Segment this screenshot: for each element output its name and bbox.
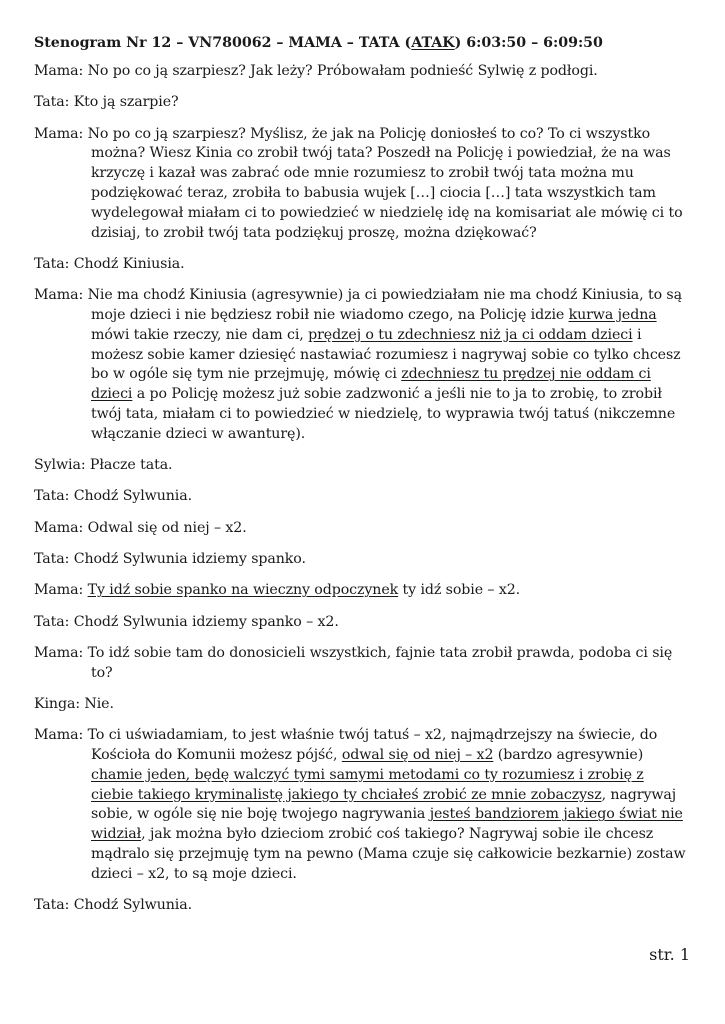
utterance-text: (bardzo agresywnie) xyxy=(493,747,644,764)
transcript-entry: Mama: No po co ją szarpiesz? Jak leży? Próbowałam podnieść Sylwię z podłogi. xyxy=(34,63,598,79)
speaker-name: Mama xyxy=(34,644,79,661)
speaker-name: Tata xyxy=(34,94,65,111)
speaker-name: Mama xyxy=(34,287,79,304)
transcript-entry: Tata: Chodź Sylwunia. xyxy=(34,488,192,505)
utterance-text: No po co ją szarpiesz? Jak leży? Próbowałam podnieść Sylwię z podłogi. xyxy=(87,63,598,79)
utterance-text: Płacze tata. xyxy=(89,457,173,474)
utterance-text: Nie ma chodź Kiniusia (agresywnie) ja ci powiedziałam nie ma chodź Kiniusia, to są moje dzieci i nie będziesz robił nie wiadomo czego, na Policję idzie xyxy=(87,287,682,323)
utterance-text: Chodź Kiniusia. xyxy=(73,255,185,272)
transcript-entry: Mama: To idź sobie tam do donosicieli wszystkich, fajnie tata zrobił prawda, podoba ci się to? xyxy=(34,644,673,681)
transcript-entry: Mama: Ty idź sobie spanko na wieczny odpoczynek ty idź sobie – x2. xyxy=(34,582,521,599)
speaker-name: Mama xyxy=(34,582,79,599)
transcript-entry: Tata: Kto ją szarpie? xyxy=(34,94,179,111)
speaker-name: Mama xyxy=(34,519,79,536)
utterance-text: Kto ją szarpie? xyxy=(73,94,179,111)
utterance-text: a po Policję możesz już sobie zadzwonić a jeśli nie to ja to zrobię, to zrobił twój tata, miałam ci to powiedzieć w niedzielę, to wyprawia twój tatuś (nikczemne włączanie dzieci w awanturę). xyxy=(91,386,676,442)
document-title xyxy=(34,33,689,53)
transcript-entry: Kinga: Nie. xyxy=(34,695,114,712)
utterance-text: Chodź Sylwunia idziemy spanko. xyxy=(73,550,306,567)
transcript xyxy=(34,62,689,916)
utterance-text: , jak można było dzieciom zrobić coś takiego? Nagrywaj sobie ile chcesz mądralo się przejmuję tym na pewno (Mama czuje się całkowicie bezkarnie) zostaw dzieci – x2, to są moje dzieci. xyxy=(91,826,686,882)
underlined-phrase: chamie jeden, będę walczyć tymi samymi metodami co ty rozumiesz i zrobię z ciebie takiego kryminalistę jakiego ty chciałeś zrobić ze mnie zobaczysz xyxy=(91,766,644,803)
speaker-name: Kinga xyxy=(34,695,76,712)
speaker-name: Mama xyxy=(34,727,79,744)
utterance-text: Chodź Sylwunia idziemy spanko – x2. xyxy=(73,613,339,630)
title-suffix: ) 6:03:50 – 6:09:50 xyxy=(454,35,603,51)
transcript-entry: Mama: To ci uświadamiam, to jest właśnie twój tatuś – x2, najmądrzejszy na świecie, do Kościoła do Komunii możesz pójść, odwal się od niej – x2 (bardzo agresywnie) chamie jeden, będę walczyć tymi samymi metodami co ty rozumiesz i zrobię z ciebie takiego kryminalistę jakiego ty chciałeś zrobić ze mnie zobaczysz, nagrywaj sobie, w ogóle się nie boję twojego nagrywania jesteś bandziorem jakiego świat nie widział, jak można było dzieciom zrobić coś takiego? Nagrywaj sobie ile chcesz mądralo się przejmuję tym na pewno (Mama czuje się całkowicie bezkarnie) zostaw dzieci – x2, to są moje dzieci. xyxy=(34,727,686,882)
utterance-text: Chodź Sylwunia. xyxy=(73,897,192,914)
speaker-name: Tata xyxy=(34,255,65,272)
underlined-phrase: kurwa jedna xyxy=(568,306,657,323)
transcript-entry: Tata: Chodź Sylwunia idziemy spanko. xyxy=(34,550,306,567)
utterance-text: i możesz sobie kamer dziesięć nastawiać rozumiesz i nagrywaj sobie co tylko chcesz bo w ogóle się tym nie przejmuję, mówię ci xyxy=(91,326,681,383)
underlined-phrase: odwal się od niej – x2 xyxy=(341,747,494,764)
speaker-name: Tata xyxy=(34,613,65,630)
transcript-entry: Sylwia: Płacze tata. xyxy=(34,457,173,474)
transcript-entry: Mama: Odwal się od niej – x2. xyxy=(34,519,247,536)
underlined-phrase: Ty idź sobie spanko na wieczny odpoczynek xyxy=(87,582,399,599)
utterance-text: , nagrywaj sobie, w ogóle się nie boję twojego nagrywania xyxy=(91,786,677,823)
transcript-entry: Tata: Chodź Sylwunia idziemy spanko – x2. xyxy=(34,613,339,630)
transcript-entry: Mama: Nie ma chodź Kiniusia (agresywnie) ja ci powiedziałam nie ma chodź Kiniusia, to są moje dzieci i nie będziesz robił nie wiadomo czego, na Policję idzie kurwa jedna mówi takie rzeczy, nie dam ci, prędzej o tu zdechniesz niż ja ci oddam dzieci i możesz sobie kamer dziesięć nastawiać rozumiesz i nagrywaj sobie co tylko chcesz bo w ogóle się tym nie przejmuję, mówię ci zdechniesz tu prędzej nie oddam ci dzieci a po Policję możesz już sobie zadzwonić a jeśli nie to ja to zrobię, to zrobił twój tata, miałam ci to powiedzieć w niedzielę, to wyprawia twój tatuś (nikczemne włączanie dzieci w awanturę). xyxy=(34,287,682,442)
speaker-name: Mama xyxy=(34,63,79,79)
utterance-text: Nie. xyxy=(84,695,114,712)
underlined-phrase: zdechniesz tu prędzej nie oddam ci dzieci xyxy=(91,366,651,403)
utterance-text: ty idź sobie – x2. xyxy=(398,582,521,599)
utterance-text: To idź sobie tam do donosicieli wszystkich, fajnie tata zrobił prawda, podoba ci się to? xyxy=(87,644,673,681)
transcript-entry: Tata: Chodź Kiniusia. xyxy=(34,255,185,272)
underlined-phrase: jesteś bandziorem jakiego świat nie widział xyxy=(91,806,683,843)
transcript-entry: Tata: Chodź Sylwunia. xyxy=(34,897,192,914)
utterance-text: Chodź Sylwunia. xyxy=(73,488,192,505)
speaker-name: Tata xyxy=(34,488,65,505)
utterance-text: To ci uświadamiam, to jest właśnie twój tatuś – x2, najmądrzejszy na świecie, do Kościoła do Komunii możesz pójść, xyxy=(87,727,658,764)
transcript-entry: Mama: No po co ją szarpiesz? Myślisz, że jak na Policję doniosłeś to co? To ci wszystko można? Wiesz Kinia co zrobił twój tata? Poszedł na Policję i powiedział, że na was krzyczę i kazał was zabrać ode mnie rozumiesz to zrobił twój tata można mu podziękować teraz, zrobiła to babusia wujek […] ciocia […] tata wszystkich tam wydelegował miałam ci to powiedzieć w niedzielę idę na komisariat ale mówię ci to dzisiaj, to zrobił twój tata podziękuj proszę, można dziękować? xyxy=(34,125,683,241)
page-number: str. 1 xyxy=(649,945,690,964)
speaker-name: Mama xyxy=(34,125,79,142)
utterance-text: mówi takie rzeczy, nie dam ci, xyxy=(91,326,309,343)
speaker-name: Tata xyxy=(34,550,65,567)
title-prefix: Stenogram Nr 12 – VN780062 – MAMA – TATA ( xyxy=(34,35,412,51)
speaker-name: Sylwia xyxy=(34,457,81,474)
title-underlined-word: ATAK xyxy=(411,35,455,51)
underlined-phrase: prędzej o tu zdechniesz niż ja ci oddam dzieci xyxy=(308,326,633,343)
utterance-text: No po co ją szarpiesz? Myślisz, że jak na Policję doniosłeś to co? To ci wszystko można? Wiesz Kinia co zrobił twój tata? Poszedł na Policję i powiedział, że na was krzyczę i kazał was zabrać ode mnie rozumiesz to zrobił twój tata można mu podziękować teraz, zrobiła to babusia wujek […] ciocia […] tata wszystkich tam wydelegował miałam ci to powiedzieć w niedzielę idę na komisariat ale mówię ci to dzisiaj, to zrobił twój tata podziękuj proszę, można dziękować? xyxy=(87,125,683,241)
speaker-name: Tata xyxy=(34,897,65,914)
utterance-text: Odwal się od niej – x2. xyxy=(87,519,247,536)
